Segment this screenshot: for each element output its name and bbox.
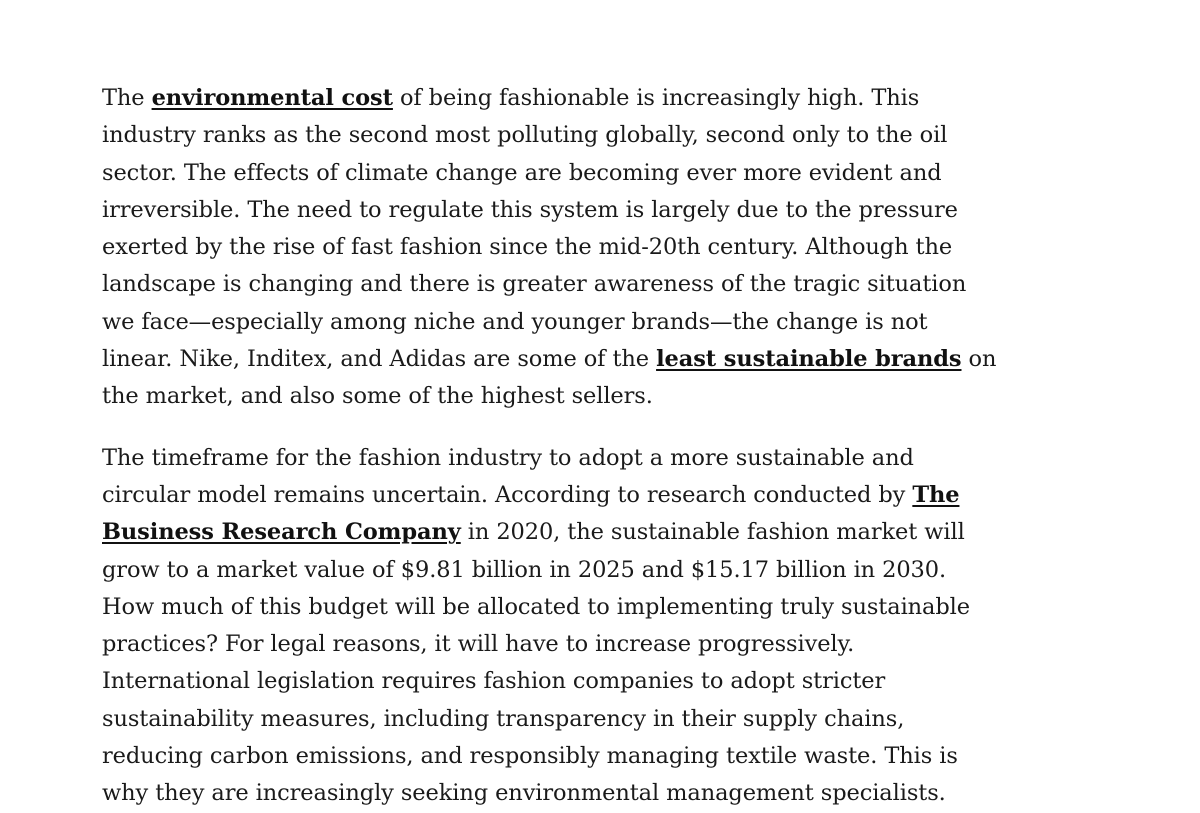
paragraph-text: of being fashionable is increasingly high. This industry ranks as the second most polluting globally, second only to the oil sector. The effects of climate change are becoming ever more evident and irreversible. The need to regulate this system is largely due to the pressure exerted by the rise of fast fashion since the mid-20th century. Although the landscape is changing and there is greater awareness of the tragic situation we face—especially among niche and younger brands—the change is not linear. Nike, Inditex, and Adidas are some of the [102, 85, 967, 373]
environmental-cost-link[interactable]: environmental cost [151, 85, 393, 111]
paragraph-text: in 2020, the sustainable fashion market will grow to a market value of $9.81 billion in 2025 and $15.17 billion in 2030. How much of this budget will be allocated to implementing truly sustainable practices? For legal reasons, it will have to increase progressively. International legislation requires fashion companies to adopt stricter sustainability measures, including transparency in their supply chains, reducing carbon emissions, and responsibly managing textile waste. This is why they are increasingly seeking environmental management specialists. [102, 519, 970, 807]
paragraph-environmental-cost [102, 80, 1002, 416]
paragraph-text: The timeframe for the fashion industry to adopt a more sustainable and circular model remains uncertain. According to research conducted by [102, 444, 914, 508]
article-body [102, 80, 1002, 813]
paragraph-sustainable-market [102, 440, 1002, 813]
paragraph-text: The [102, 85, 152, 111]
business-research-company-link[interactable]: The Business Research Company [102, 481, 960, 546]
least-sustainable-brands-link[interactable]: least sustainable brands [656, 346, 962, 373]
paragraph-text: on the market, and also some of the highest sellers. [102, 346, 997, 410]
